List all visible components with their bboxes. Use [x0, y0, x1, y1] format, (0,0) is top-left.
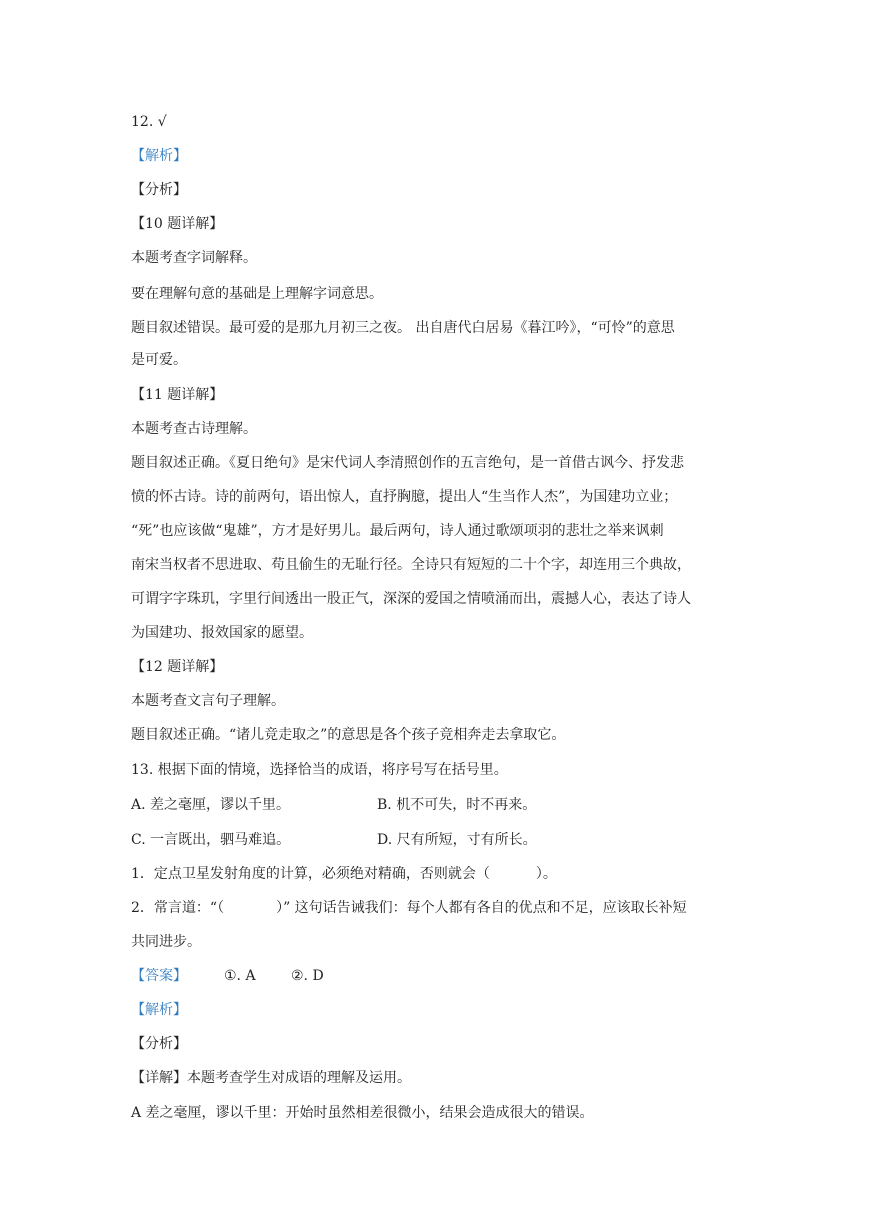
q13-stem: 13. 根据下面的情境，选择恰当的成语，将序号写在括号里。: [131, 762, 508, 778]
q10-heading: 【10 题详解】: [131, 216, 224, 232]
option-c: C. 一言既出，驷马难追。: [131, 832, 291, 848]
paragraph-line: 愤的怀古诗。诗的前两句，语出惊人，直抒胸臆，提出人“生当作人杰”，为国建功立业；: [131, 489, 678, 505]
item2-text: 2．常言道：“（: [131, 900, 225, 916]
breakdown-label: 【分析】: [131, 1036, 187, 1052]
detail-label: 【详解】: [131, 1070, 187, 1086]
paragraph-line: 题目叙述正确。《夏日绝句》是宋代词人李清照创作的五言绝句，是一首借古讽今、抒发悲: [131, 455, 684, 471]
option-b: B. 机不可失，时不再来。: [377, 797, 537, 813]
item1-text: 1．定点卫星发射角度的计算，必须绝对精确，否则就会（: [131, 866, 490, 882]
analysis-label: 【解析】: [131, 1002, 187, 1018]
breakdown-label: 【分析】: [131, 182, 187, 198]
paragraph-line: 本题考查古诗理解。: [131, 421, 257, 437]
paragraph-line: 题目叙述正确。“诸儿竞走取之”的意思是各个孩子竞相奔走去拿取它。: [131, 727, 566, 743]
paragraph-line: 可谓字字珠玑，字里行间透出一股正气，深深的爱国之情喷涌而出，震撼人心，表达了诗人: [131, 591, 691, 607]
answer-2: ②. D: [291, 968, 324, 984]
detail-row: [131, 1070, 746, 1086]
paragraph-line: 题目叙述错误。最可爱的是那九月初三之夜。 出自唐代白居易《暮江吟》，“可怜”的意思: [131, 320, 675, 336]
q11-heading: 【11 题详解】: [131, 387, 224, 403]
detail-text: 本题考查学生对成语的理解及运用。: [187, 1070, 411, 1086]
question-item-2: [131, 900, 746, 916]
item1-tail: ）。: [535, 866, 557, 882]
option-a: A. 差之毫厘，谬以千里。: [131, 797, 291, 813]
paragraph-line: “死”也应该做“鬼雄”，方才是好男儿。最后两句，诗人通过歌颂项羽的悲壮之举来讽刺: [131, 523, 664, 539]
paragraph-line: 要在理解句意的基础是上理解字词意思。: [131, 286, 383, 302]
paragraph-line: 南宋当权者不思进取、苟且偷生的无耻行径。全诗只有短短的二十个字，却连用三个典故，: [131, 557, 691, 573]
answer-1: ①. A: [224, 968, 256, 984]
paragraph-line: 为国建功、报效国家的愿望。: [131, 625, 313, 641]
paragraph-line: 本题考查文言句子理解。: [131, 693, 285, 709]
question-item-1: [131, 866, 746, 882]
paragraph-line: A 差之毫厘，谬以千里：开始时虽然相差很微小，结果会造成很大的错误。: [131, 1105, 594, 1121]
q12-heading: 【12 题详解】: [131, 659, 224, 675]
option-d: D. 尺有所短，寸有所长。: [377, 832, 537, 848]
q12-answer: 12. √: [131, 114, 167, 130]
paragraph-line: 本题考查字词解释。: [131, 250, 257, 266]
analysis-label: 【解析】: [131, 148, 187, 164]
answer-label: 【答案】: [131, 968, 187, 984]
paragraph-line: 共同进步。: [131, 934, 201, 950]
item2-tail: ）” 这句话告诫我们：每个人都有各自的优点和不足，应该取长补短: [276, 900, 687, 916]
paragraph-line: 是可爱。: [131, 352, 187, 368]
